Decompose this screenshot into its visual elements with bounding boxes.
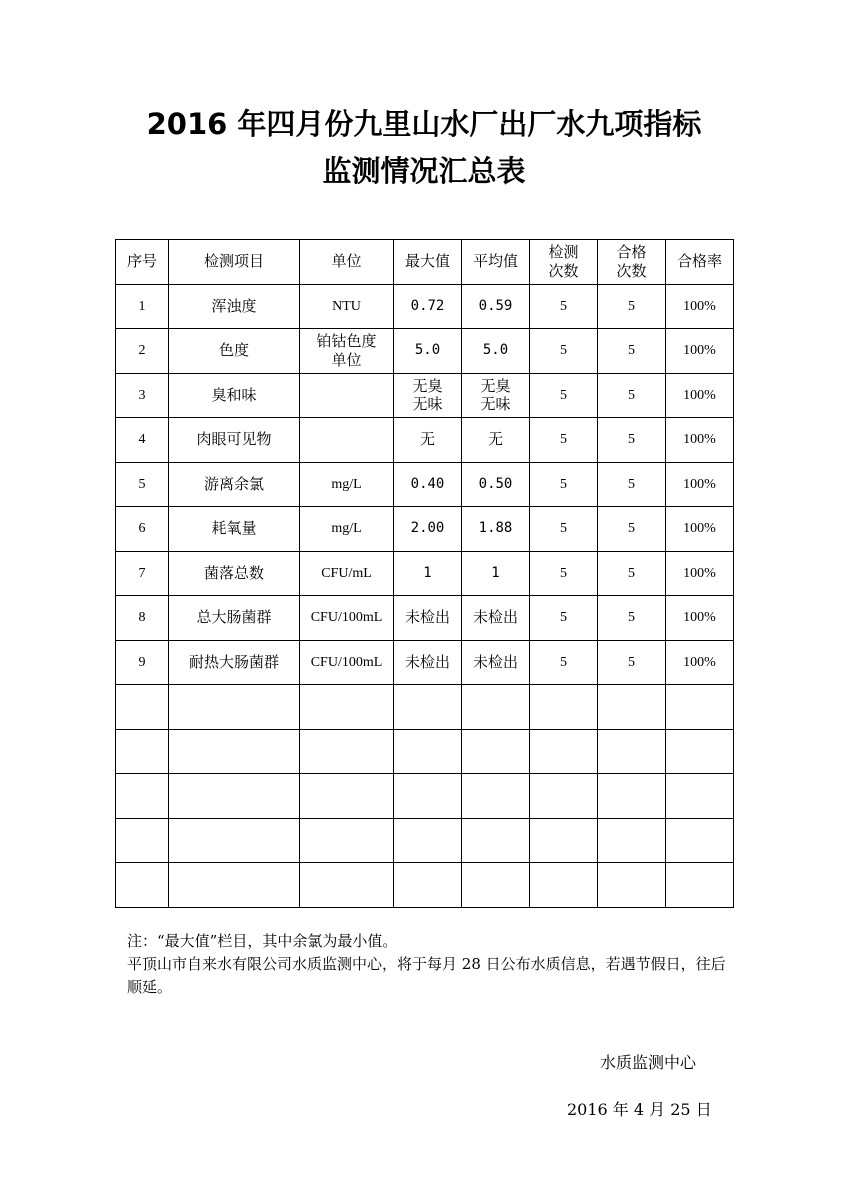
cell-unit: NTU (300, 284, 394, 329)
cell-empty (394, 729, 462, 774)
cell-unit-line-2: 单位 (331, 350, 362, 369)
cell-unit: CFU/100mL (300, 596, 394, 641)
page-title: 2016 年四月份九里山水厂出厂水九项指标 (146, 107, 702, 141)
cell-avg: 未检出 (462, 640, 530, 685)
cell-avg: 无 (462, 418, 530, 463)
cell-empty (462, 818, 530, 863)
cell-empty (169, 818, 300, 863)
cell-avg: 1 (462, 551, 530, 596)
header-pass-line-1: 合格 (616, 243, 647, 261)
cell-empty (169, 863, 300, 908)
table-row (116, 329, 734, 374)
cell-rate: 100% (666, 329, 734, 374)
cell-pass: 5 (598, 329, 666, 374)
cell-count: 5 (530, 373, 598, 418)
table-header-row (116, 240, 734, 285)
cell-pass: 5 (598, 507, 666, 552)
table-row (116, 373, 734, 418)
cell-count: 5 (530, 507, 598, 552)
cell-count: 5 (530, 596, 598, 641)
cell-empty (300, 685, 394, 730)
header-cell-no: 序号 (116, 240, 169, 285)
cell-rate: 100% (666, 284, 734, 329)
cell-empty (462, 729, 530, 774)
cell-unit: CFU/mL (300, 551, 394, 596)
cell-max (394, 373, 462, 418)
table-row (116, 418, 734, 463)
cell-max: 1 (394, 551, 462, 596)
cell-empty (598, 818, 666, 863)
note-line-1: 注：“最大值”栏目，其中余氯为最小值。 (127, 932, 398, 950)
cell-avg: 1.88 (462, 507, 530, 552)
cell-empty (116, 685, 169, 730)
header-count-line-1: 检测 (548, 243, 579, 261)
cell-unit: mg/L (300, 507, 394, 552)
cell-max: 2.00 (394, 507, 462, 552)
cell-unit-line-1: 铂钴色度 (316, 332, 377, 350)
cell-item: 浑浊度 (169, 284, 300, 329)
cell-avg-line-1: 无臭 (480, 376, 511, 395)
cell-rate: 100% (666, 596, 734, 641)
cell-max-line-2: 无味 (412, 395, 443, 414)
header-cell-count (530, 240, 598, 285)
cell-count: 5 (530, 462, 598, 507)
signature-org: 水质监测中心 (600, 1053, 697, 1072)
cell-item: 菌落总数 (169, 551, 300, 596)
cell-avg: 0.50 (462, 462, 530, 507)
cell-pass: 5 (598, 418, 666, 463)
cell-unit (300, 329, 394, 374)
cell-empty (530, 863, 598, 908)
table-row (116, 551, 734, 596)
cell-no: 5 (116, 462, 169, 507)
cell-pass: 5 (598, 462, 666, 507)
header-count-line-2: 次数 (548, 261, 579, 280)
cell-pass: 5 (598, 551, 666, 596)
cell-unit (300, 418, 394, 463)
table-row-empty (116, 774, 734, 819)
cell-empty (666, 685, 734, 730)
cell-avg: 5.0 (462, 329, 530, 374)
cell-empty (666, 863, 734, 908)
cell-rate: 100% (666, 418, 734, 463)
cell-empty (169, 774, 300, 819)
table-row-empty (116, 729, 734, 774)
cell-no: 7 (116, 551, 169, 596)
table-row-empty (116, 863, 734, 908)
cell-empty (116, 774, 169, 819)
cell-item: 耐热大肠菌群 (169, 640, 300, 685)
table-row-empty (116, 818, 734, 863)
signature-date: 2016 年 4 月 25 日 (567, 1100, 712, 1119)
table-row (116, 462, 734, 507)
note-line-2: 平顶山市自来水有限公司水质监测中心，将于每月 28 日公布水质信息，若遇节假日，往后顺延。 (127, 955, 726, 996)
cell-item: 游离余氯 (169, 462, 300, 507)
cell-max: 0.72 (394, 284, 462, 329)
notes (127, 930, 737, 999)
cell-count: 5 (530, 551, 598, 596)
cell-unit (300, 373, 394, 418)
cell-unit: CFU/100mL (300, 640, 394, 685)
cell-count: 5 (530, 284, 598, 329)
cell-empty (169, 729, 300, 774)
cell-item: 肉眼可见物 (169, 418, 300, 463)
cell-avg: 未检出 (462, 596, 530, 641)
cell-pass: 5 (598, 373, 666, 418)
cell-no: 3 (116, 373, 169, 418)
cell-empty (116, 818, 169, 863)
cell-empty (530, 729, 598, 774)
cell-item: 臭和味 (169, 373, 300, 418)
cell-empty (666, 818, 734, 863)
header-cell-item: 检测项目 (169, 240, 300, 285)
cell-rate: 100% (666, 373, 734, 418)
cell-item: 总大肠菌群 (169, 596, 300, 641)
cell-max: 无 (394, 418, 462, 463)
table-row (116, 596, 734, 641)
monitoring-summary-table (115, 239, 734, 908)
cell-count: 5 (530, 418, 598, 463)
cell-pass: 5 (598, 640, 666, 685)
cell-empty (300, 863, 394, 908)
cell-empty (666, 729, 734, 774)
cell-empty (462, 685, 530, 730)
cell-no: 1 (116, 284, 169, 329)
cell-empty (598, 685, 666, 730)
header-cell-avg: 平均值 (462, 240, 530, 285)
cell-rate: 100% (666, 551, 734, 596)
cell-empty (598, 774, 666, 819)
cell-max: 0.40 (394, 462, 462, 507)
cell-avg-line-2: 无味 (480, 395, 511, 414)
cell-empty (462, 863, 530, 908)
cell-empty (666, 774, 734, 819)
cell-empty (394, 774, 462, 819)
cell-avg (462, 373, 530, 418)
cell-pass: 5 (598, 596, 666, 641)
cell-no: 6 (116, 507, 169, 552)
cell-empty (530, 818, 598, 863)
cell-rate: 100% (666, 507, 734, 552)
cell-count: 5 (530, 640, 598, 685)
cell-empty (530, 774, 598, 819)
header-cell-unit: 单位 (300, 240, 394, 285)
cell-count: 5 (530, 329, 598, 374)
cell-rate: 100% (666, 640, 734, 685)
cell-max: 未检出 (394, 640, 462, 685)
header-cell-max: 最大值 (394, 240, 462, 285)
cell-empty (300, 774, 394, 819)
header-pass-line-2: 次数 (616, 261, 647, 280)
cell-rate: 100% (666, 462, 734, 507)
cell-unit: mg/L (300, 462, 394, 507)
cell-empty (116, 729, 169, 774)
table-row-empty (116, 685, 734, 730)
cell-no: 2 (116, 329, 169, 374)
cell-avg: 0.59 (462, 284, 530, 329)
cell-empty (394, 818, 462, 863)
cell-no: 4 (116, 418, 169, 463)
page-subtitle: 监测情况汇总表 (322, 154, 526, 188)
cell-no: 8 (116, 596, 169, 641)
cell-empty (598, 729, 666, 774)
cell-item: 色度 (169, 329, 300, 374)
table-row (116, 640, 734, 685)
cell-empty (300, 729, 394, 774)
header-cell-rate: 合格率 (666, 240, 734, 285)
table-row (116, 507, 734, 552)
cell-item: 耗氧量 (169, 507, 300, 552)
cell-empty (169, 685, 300, 730)
header-cell-pass-count (598, 240, 666, 285)
cell-empty (462, 774, 530, 819)
cell-max-line-1: 无臭 (412, 376, 443, 395)
cell-empty (598, 863, 666, 908)
cell-pass: 5 (598, 284, 666, 329)
cell-max: 5.0 (394, 329, 462, 374)
cell-empty (394, 685, 462, 730)
table-row (116, 284, 734, 329)
cell-empty (116, 863, 169, 908)
cell-empty (394, 863, 462, 908)
cell-no: 9 (116, 640, 169, 685)
cell-empty (300, 818, 394, 863)
cell-max: 未检出 (394, 596, 462, 641)
cell-empty (530, 685, 598, 730)
